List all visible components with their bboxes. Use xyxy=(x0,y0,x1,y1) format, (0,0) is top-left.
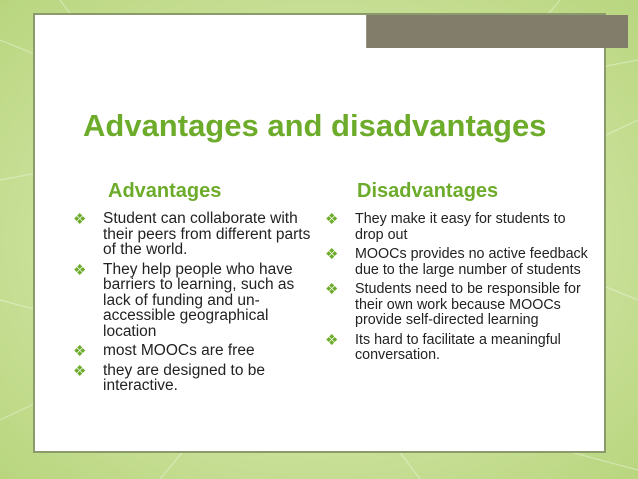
list-item xyxy=(325,212,595,243)
list-item xyxy=(73,262,313,340)
list-item xyxy=(73,343,313,359)
disadvantages-list xyxy=(325,212,595,368)
list-item-text: they are designed to be interactive. xyxy=(103,361,266,394)
list-item-text: Student can collaborate with their peers from different parts of the world. xyxy=(103,210,311,258)
list-item xyxy=(73,363,313,394)
square-diamond-bullet-icon: ❖ xyxy=(325,211,339,228)
list-item-text: They help people who have barriers to learning, such as lack of funding and un-accessible geographical location xyxy=(103,260,295,340)
list-item xyxy=(73,211,313,258)
list-item-text: They make it easy for students to drop out xyxy=(355,211,566,243)
advantages-list xyxy=(73,211,313,398)
square-diamond-bullet-icon: ❖ xyxy=(73,261,87,279)
accent-bar xyxy=(366,15,628,48)
square-diamond-bullet-icon: ❖ xyxy=(73,362,87,380)
square-diamond-bullet-icon: ❖ xyxy=(325,246,339,263)
square-diamond-bullet-icon: ❖ xyxy=(73,211,87,228)
slide-title: Advantages and disadvantages xyxy=(83,108,547,143)
list-item-text: Its hard to facilitate a meaningful conversation. xyxy=(355,331,561,363)
square-diamond-bullet-icon: ❖ xyxy=(73,343,87,360)
list-item xyxy=(325,333,595,364)
list-item-text: most MOOCs are free xyxy=(103,342,255,359)
list-item xyxy=(325,247,595,278)
list-item-text: Students need to be responsible for their own work because MOOCs provide self-directed learning xyxy=(355,281,581,328)
square-diamond-bullet-icon: ❖ xyxy=(325,331,339,349)
square-diamond-bullet-icon: ❖ xyxy=(325,281,339,298)
list-item-text: MOOCs provides no active feedback due to the large number of students xyxy=(355,246,588,278)
list-item xyxy=(325,282,595,329)
disadvantages-header: Disadvantages xyxy=(357,180,499,202)
advantages-header: Advantages xyxy=(108,180,222,202)
